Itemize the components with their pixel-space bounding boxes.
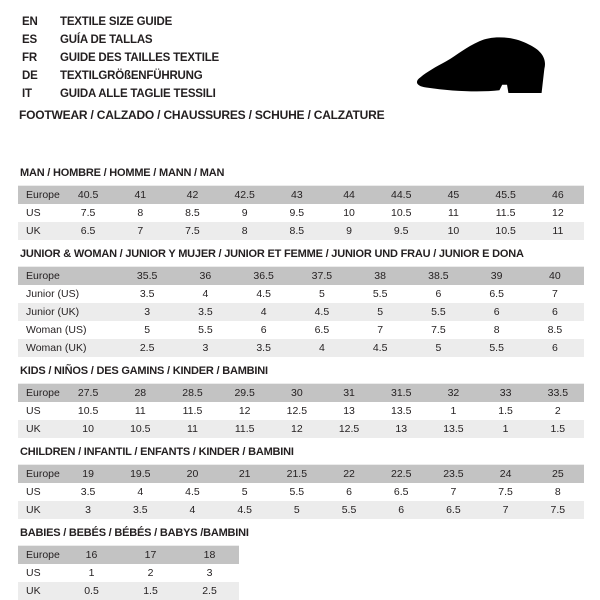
size-cell: 2.5 — [202, 585, 217, 597]
size-cell: 11 — [552, 225, 564, 237]
size-cell: 11 — [187, 423, 198, 435]
size-cell: 3 — [206, 567, 213, 579]
size-cell: 35.5 — [136, 270, 158, 282]
size-cell: 3.5 — [80, 486, 96, 498]
table-row — [18, 285, 584, 303]
size-cell: 25 — [552, 468, 564, 480]
table-row — [18, 186, 584, 205]
size-cell: 45.5 — [495, 189, 516, 201]
row-label: Junior (US) — [26, 288, 80, 300]
size-cell: 11.5 — [234, 423, 255, 435]
table-row — [18, 204, 584, 222]
size-cell: 12 — [552, 207, 564, 219]
size-cell: 36.5 — [253, 270, 274, 282]
size-cell: 21 — [238, 468, 251, 480]
size-cell: 7.5 — [550, 504, 566, 516]
language-code: IT — [22, 88, 32, 100]
row-label: Europe — [26, 387, 60, 399]
size-cell: 13.5 — [391, 405, 412, 417]
size-cell: 6 — [551, 306, 558, 318]
size-cell: 22 — [343, 468, 355, 480]
section-title: BABIES / BEBÉS / BÉBÉS / BABYS /BAMBINI — [20, 527, 249, 539]
size-cell: 38 — [374, 270, 386, 282]
size-cell: 37.5 — [311, 270, 333, 282]
size-cell: 36 — [199, 270, 212, 282]
size-cell: 28.5 — [182, 387, 203, 399]
language-title: GUÍA DE TALLAS — [60, 34, 153, 46]
table-row — [18, 564, 239, 582]
size-cell: 8.5 — [289, 225, 305, 237]
size-cell: 6 — [260, 324, 267, 336]
row-label: Europe — [26, 468, 60, 480]
size-cell: 4.5 — [372, 342, 388, 354]
row-label: US — [26, 207, 41, 219]
size-cell: 31.5 — [391, 387, 412, 399]
table-row — [18, 384, 584, 403]
language-title: GUIDE DES TAILLES TEXTILE — [60, 52, 219, 64]
shoe-silhouette-icon — [396, 26, 578, 102]
table-row — [18, 339, 584, 357]
section-title: JUNIOR & WOMAN / JUNIOR Y MUJER / JUNIOR ET FEMME / JUNIOR UND FRAU / JUNIOR E DONA — [20, 248, 524, 260]
size-cell: 6.5 — [314, 324, 330, 336]
size-table — [18, 383, 584, 438]
size-cell: 6.5 — [446, 504, 461, 516]
size-cell: 1 — [88, 567, 95, 579]
size-cell: 38.5 — [428, 270, 449, 282]
size-cell: 12 — [291, 423, 303, 435]
row-label: Woman (UK) — [26, 342, 87, 354]
size-cell: 41 — [134, 189, 147, 201]
section-title: CHILDREN / INFANTIL / ENFANTS / KINDER / BAMBINI — [20, 446, 294, 458]
size-cell: 4 — [318, 342, 325, 354]
row-label: UK — [26, 423, 41, 435]
size-cell: 4.5 — [237, 504, 252, 516]
size-cell: 18 — [203, 549, 216, 561]
size-cell: 39 — [490, 270, 503, 282]
size-cell: 1 — [502, 423, 509, 435]
table-row — [18, 501, 584, 519]
size-cell: 5.5 — [372, 288, 388, 300]
size-cell: 6 — [551, 342, 558, 354]
size-cell: 5 — [241, 486, 248, 498]
size-cell: 33.5 — [547, 387, 569, 399]
language-row — [22, 49, 219, 67]
size-table-section — [18, 168, 584, 240]
size-cell: 8 — [137, 207, 144, 219]
language-code: EN — [22, 16, 38, 28]
size-cell: 19.5 — [130, 468, 151, 480]
table-row — [18, 303, 584, 321]
size-cell: 8.5 — [185, 207, 200, 219]
size-cell: 12.5 — [338, 423, 360, 435]
size-cell: 27.5 — [77, 387, 99, 399]
size-cell: 42 — [186, 189, 199, 201]
size-cell: 3.5 — [256, 342, 271, 354]
table-row — [18, 222, 584, 240]
section-title: KIDS / NIÑOS / DES GAMINS / KINDER / BAMBINI — [20, 365, 268, 377]
size-cell: 7.5 — [498, 486, 513, 498]
size-cell: 3 — [144, 306, 151, 318]
language-row — [22, 31, 219, 49]
size-cell: 5 — [144, 324, 151, 336]
size-cell: 4.5 — [314, 306, 330, 318]
size-cell: 6.5 — [393, 486, 409, 498]
size-cell: 11.5 — [182, 405, 203, 417]
row-label: Europe — [26, 270, 60, 282]
size-cell: 6.5 — [80, 225, 96, 237]
size-tables-container — [18, 168, 584, 600]
size-cell: 33 — [499, 387, 512, 399]
row-label: UK — [26, 225, 41, 237]
row-label: UK — [26, 585, 41, 597]
language-row — [22, 85, 219, 103]
size-cell: 8 — [554, 486, 561, 498]
size-cell: 8 — [241, 225, 248, 237]
language-code: ES — [22, 34, 37, 46]
size-cell: 16 — [85, 549, 98, 561]
size-cell: 42.5 — [234, 189, 255, 201]
table-row — [18, 546, 239, 565]
size-cell: 6 — [493, 306, 500, 318]
section-title: MAN / HOMBRE / HOMME / MANN / MAN — [20, 167, 225, 179]
size-cell: 7.5 — [431, 324, 446, 336]
size-cell: 10.5 — [77, 405, 99, 417]
size-table — [18, 185, 584, 240]
size-cell: 8.5 — [547, 324, 563, 336]
size-cell: 43 — [291, 189, 303, 201]
row-label: Junior (UK) — [26, 306, 80, 318]
size-cell: 10 — [447, 225, 460, 237]
size-cell: 24 — [499, 468, 512, 480]
size-cell: 28 — [134, 387, 147, 399]
row-label: Europe — [26, 549, 60, 561]
size-cell: 10.5 — [391, 207, 412, 219]
size-cell: 11 — [134, 405, 146, 417]
size-cell: 21.5 — [286, 468, 308, 480]
size-cell: 2.5 — [139, 342, 155, 354]
size-table-section — [18, 366, 584, 438]
size-cell: 10 — [343, 207, 355, 219]
size-table-section — [18, 528, 584, 600]
size-cell: 11.5 — [495, 207, 516, 219]
size-cell: 3.5 — [132, 504, 148, 516]
size-table — [18, 464, 584, 519]
size-cell: 5.5 — [198, 324, 213, 336]
language-title: TEXTILGRÖßENFÜHRUNG — [60, 70, 203, 82]
size-cell: 17 — [144, 549, 157, 561]
table-row — [18, 483, 584, 501]
size-cell: 7 — [377, 324, 384, 336]
size-cell: 11 — [447, 207, 459, 219]
row-label: Europe — [26, 189, 60, 201]
size-cell: 1 — [450, 405, 457, 417]
size-cell: 10.5 — [495, 225, 516, 237]
size-cell: 30 — [291, 387, 303, 399]
language-row — [22, 67, 219, 85]
size-cell: 7.5 — [185, 225, 200, 237]
size-cell: 3.5 — [139, 288, 155, 300]
size-cell: 3 — [202, 342, 209, 354]
size-cell: 46 — [552, 189, 564, 201]
size-cell: 1.5 — [143, 585, 158, 597]
size-cell: 3 — [85, 504, 92, 516]
size-cell: 4.5 — [185, 486, 200, 498]
size-cell: 5 — [377, 306, 384, 318]
size-cell: 9 — [241, 207, 248, 219]
size-cell: 8 — [493, 324, 500, 336]
size-cell: 4.5 — [256, 288, 271, 300]
size-cell: 4 — [260, 306, 267, 318]
row-label: US — [26, 486, 41, 498]
table-row — [18, 465, 584, 484]
size-cell: 1.5 — [550, 423, 566, 435]
size-cell: 7.5 — [80, 207, 96, 219]
size-cell: 44 — [343, 189, 355, 201]
size-cell: 22.5 — [391, 468, 412, 480]
size-cell: 5.5 — [489, 342, 504, 354]
size-cell: 5 — [293, 504, 300, 516]
size-cell: 5.5 — [431, 306, 446, 318]
size-cell: 7 — [502, 504, 509, 516]
table-row — [18, 582, 239, 600]
size-cell: 6.5 — [489, 288, 504, 300]
size-table — [18, 266, 584, 357]
language-row — [22, 13, 219, 31]
table-row — [18, 420, 584, 438]
language-title: GUIDA ALLE TAGLIE TESSILI — [60, 88, 216, 100]
size-cell: 9.5 — [289, 207, 305, 219]
size-cell: 5.5 — [341, 504, 357, 516]
size-cell: 19 — [82, 468, 94, 480]
table-row — [18, 402, 584, 420]
size-cell: 40 — [549, 270, 561, 282]
row-label: US — [26, 567, 41, 579]
size-table — [18, 545, 239, 600]
size-cell: 6 — [346, 486, 352, 498]
table-row — [18, 321, 584, 339]
size-cell: 6 — [398, 504, 405, 516]
size-cell: 2 — [554, 405, 561, 417]
row-label: Woman (US) — [26, 324, 87, 336]
size-cell: 7 — [551, 288, 558, 300]
language-code: FR — [22, 52, 37, 64]
size-cell: 23.5 — [443, 468, 464, 480]
language-list — [22, 13, 219, 103]
size-table-section — [18, 447, 584, 519]
size-cell: 12.5 — [286, 405, 308, 417]
size-cell: 44.5 — [391, 189, 412, 201]
size-cell: 13.5 — [443, 423, 464, 435]
size-cell: 3.5 — [198, 306, 213, 318]
size-cell: 13 — [395, 423, 408, 435]
size-cell: 1.5 — [498, 405, 513, 417]
size-cell: 13 — [343, 405, 355, 417]
row-label: US — [26, 405, 41, 417]
category-heading: FOOTWEAR / CALZADO / CHAUSSURES / SCHUHE / CALZATURE — [19, 108, 385, 122]
size-cell: 5 — [435, 342, 442, 354]
size-cell: 9 — [346, 225, 352, 237]
size-cell: 12 — [238, 405, 251, 417]
size-cell: 5 — [318, 288, 325, 300]
row-label: UK — [26, 504, 41, 516]
size-cell: 0.5 — [84, 585, 99, 597]
size-cell: 2 — [147, 567, 154, 579]
size-cell: 4 — [137, 486, 144, 498]
size-cell: 32 — [447, 387, 460, 399]
size-cell: 4 — [189, 504, 196, 516]
language-title: TEXTILE SIZE GUIDE — [60, 16, 173, 28]
size-cell: 5.5 — [289, 486, 305, 498]
size-cell: 10.5 — [130, 423, 151, 435]
size-cell: 45 — [447, 189, 460, 201]
size-cell: 10 — [82, 423, 94, 435]
size-cell: 20 — [186, 468, 199, 480]
size-cell: 31 — [343, 387, 355, 399]
size-cell: 7 — [137, 225, 144, 237]
size-cell: 4 — [202, 288, 209, 300]
size-cell: 6 — [435, 288, 442, 300]
size-cell: 9.5 — [393, 225, 409, 237]
language-code: DE — [22, 70, 38, 82]
size-cell: 29.5 — [234, 387, 255, 399]
size-cell: 40.5 — [77, 189, 99, 201]
table-row — [18, 267, 584, 286]
size-cell: 7 — [450, 486, 457, 498]
size-table-section — [18, 249, 584, 357]
